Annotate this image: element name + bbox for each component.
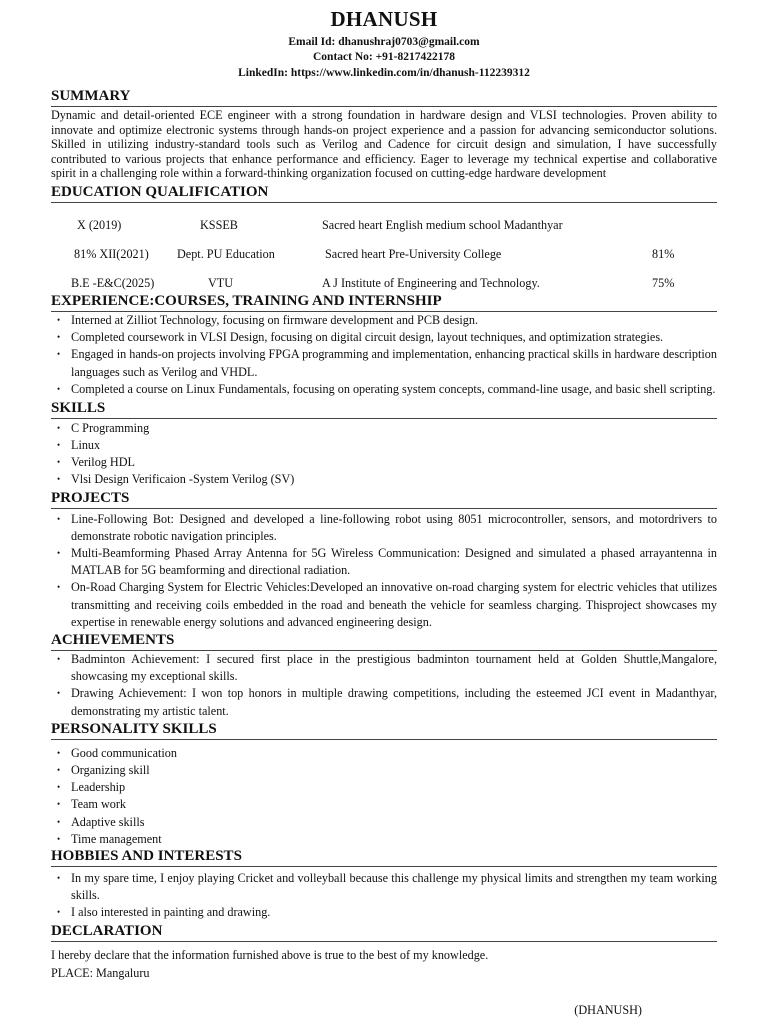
hobbies-list [51,870,717,922]
edu-qualification: X (2019) [77,217,122,232]
education-heading: EDUCATION QUALIFICATION [51,184,717,203]
edu-institution: Sacred heart English medium school Madanthyar [322,217,563,232]
list-item: • C Programming [71,420,717,437]
education-row [51,276,717,292]
edu-institution: A J Institute of Engineering and Technology. [322,275,540,290]
list-item: • On-Road Charging System for Electric Vehicles:Developed an innovative on-road charging system for electric vehicles that utilizes transmitting and receiving coils embedded in the road and beneath the vehicle for seamless charging. Thisproject showcases my expertise in renewable energy solutions and advanced engineering design. [71,579,717,631]
list-item: • I also interested in painting and drawing. [71,904,717,921]
edu-board: Dept. PU Education [177,246,275,261]
edu-score: 75% [652,275,675,290]
list-item: • Completed a course on Linux Fundamentals, focusing on operating system concepts, command-line usage, and basic shell scripting. [71,381,717,398]
list-item: • Verilog HDL [71,454,717,471]
personality-heading: PERSONALITY SKILLS [51,721,717,740]
declaration-place: PLACE: Mangaluru [51,965,150,980]
list-item: • Leadership [71,779,717,796]
declaration-heading: DECLARATION [51,923,717,942]
list-item: • Engaged in hands-on projects involving FPGA programming and implementation, enhancing practical skills in hardware description languages such as Verilog and VHDL. [71,346,717,380]
edu-board: VTU [208,275,234,290]
candidate-name: DHANUSH [330,7,438,31]
list-item: • Multi-Beamforming Phased Array Antenna for 5G Wireless Communication: Designed and simulated a phased arrayantenna in MATLAB for 5G beamforming and directional radiation. [71,545,717,579]
edu-qualification: 81% XII(2021) [74,246,149,261]
list-item: • Linux [71,437,717,454]
summary-text: Dynamic and detail-oriented ECE engineer with a strong foundation in hardware design and VLSI technologies. Proven ability to innovate and optimize electronic systems through hands-on project experience and a passion for advancing semiconductor solutions. Skilled in utilizing industry-standard tools such as Verilog and Cadence for circuit design and simulation, I have successfully contributed to various projects that enhance performance and efficiency. Eager to leverage my technical expertise and collaborative spirit in a challenging role within a forward-thinking organization focused on cutting-edge hardware development [51,108,717,181]
list-item: • Completed coursework in VLSI Design, focusing on digital circuit design, layout techniques, and optimization strategies. [71,329,717,346]
edu-score: 81% [652,246,675,261]
personality-list [51,745,717,848]
list-item: • Vlsi Design Verificaion -System Verilog (SV) [71,472,717,487]
list-item: • Interned at Zilliot Technology, focusing on firmware development and PCB design. [71,312,717,329]
resume-page [51,0,717,982]
projects-heading: PROJECTS [51,490,717,509]
list-item: • Badminton Achievement: I secured first place in the prestigious badminton tournament held at Golden Shuttle,Mangalore, showcasing my exceptional skills. [71,651,717,685]
projects-list [51,511,717,631]
linkedin-line: LinkedIn: https://www.linkedin.com/in/dhanush-112239312 [238,67,530,79]
experience-list [51,312,717,398]
education-table [51,203,717,290]
email-line: Email Id: dhanushraj0703@gmail.com [288,36,480,48]
signature-name: (DHANUSH) [574,1003,642,1017]
list-item: • Team work [71,796,717,813]
summary-heading: SUMMARY [51,88,717,107]
edu-qualification: B.E -E&C(2025) [71,275,155,290]
achievements-heading: ACHIEVEMENTS [51,632,717,651]
hobbies-heading: HOBBIES AND INTERESTS [51,848,717,867]
list-item: • Drawing Achievement: I won top honors in multiple drawing competitions, including the esteemed JCI event in Madanthyar, demonstrating my artistic talent. [71,685,717,719]
education-row [51,218,717,234]
declaration-text: I hereby declare that the information furnished above is true to the best of my knowledge. [51,947,489,962]
list-item: • Good communication [71,745,717,762]
edu-board: KSSEB [200,217,238,232]
list-item: • Organizing skill [71,762,717,779]
contact-line: Contact No: +91-8217422178 [313,51,455,63]
education-row [51,247,717,263]
experience-heading: EXPERIENCE:COURSES, TRAINING AND INTERNSHIP [51,293,717,312]
list-item: • Time management [71,831,717,848]
skills-heading: SKILLS [51,400,717,419]
edu-institution: Sacred heart Pre-University College [325,246,502,261]
list-item: • Adaptive skills [71,814,717,831]
achievements-list [51,651,717,720]
skills-list [51,420,717,487]
list-item: • Line-Following Bot: Designed and developed a line-following robot using 8051 microcontroller, sensors, and motordrivers to demonstrate robotic navigation principles. [71,511,717,545]
list-item: • In my spare time, I enjoy playing Cricket and volleyball because this challenge my physical limits and strengthen my team working skills. [71,870,717,904]
